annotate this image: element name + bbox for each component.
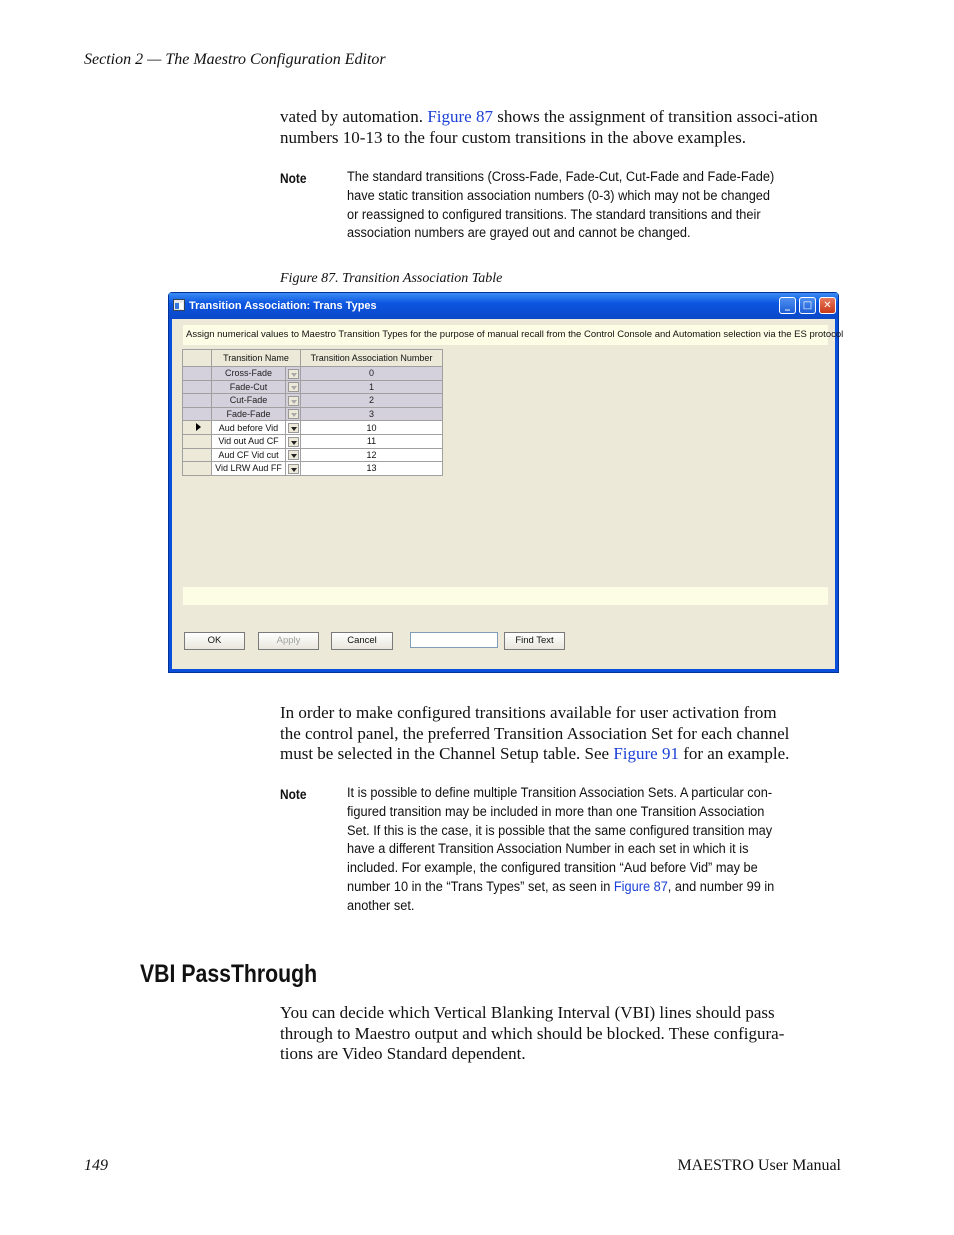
paragraph-line: In order to make configured transitions available for user activation from — [280, 703, 777, 722]
transition-association-window — [168, 292, 844, 673]
status-bar — [183, 587, 828, 605]
apply-button[interactable]: Apply — [258, 632, 319, 650]
intro-text-end: shows the assignment of transition associ-ation numbers 10-13 to the four custom transitions in the above examples. — [280, 107, 818, 147]
grid-header-row — [183, 350, 443, 367]
channel-setup-paragraph — [280, 703, 845, 765]
info-message: Assign numerical values to Maestro Transition Types for the purpose of manual recall from the Control Console and Automation selection via the ES protocol — [183, 325, 828, 345]
note-line: Set. If this is the case, it is possible that the same configured transition may — [347, 822, 773, 839]
note-line: association numbers are grayed out and cannot be changed. — [347, 225, 691, 242]
dropdown-cell — [286, 367, 301, 381]
transition-name-cell[interactable]: Aud CF Vid cut — [212, 448, 286, 462]
association-number-cell[interactable]: 10 — [301, 421, 443, 435]
figure-87-link[interactable]: Figure 87 — [613, 878, 668, 895]
note-line: It is possible to define multiple Transition Association Sets. A particular con- — [347, 785, 773, 801]
association-number-cell[interactable]: 11 — [301, 434, 443, 448]
section-heading: VBI PassThrough — [140, 960, 318, 988]
transition-name-cell[interactable]: Aud before Vid — [212, 421, 286, 435]
paragraph-line: You can decide which Vertical Blanking Interval (VBI) lines should pass — [280, 1003, 775, 1022]
paragraph-line: the control panel, the preferred Transition Association Set for each channel — [280, 723, 790, 743]
app-icon — [173, 299, 185, 311]
intro-text-start: vated by automation. — [280, 107, 428, 126]
association-number-cell: 3 — [301, 407, 443, 421]
transition-name-cell: Fade-Fade — [212, 407, 286, 421]
row-header — [183, 394, 212, 408]
note-line: figured transition may be included in more than one Transition Association — [347, 803, 765, 820]
chevron-down-icon[interactable] — [288, 450, 299, 460]
intro-paragraph — [280, 107, 845, 148]
figure-91-link[interactable]: Figure 91 — [613, 744, 679, 763]
row-header[interactable] — [183, 462, 212, 476]
current-row-pointer[interactable] — [183, 421, 212, 435]
window-titlebar[interactable] — [169, 293, 838, 319]
chevron-down-icon[interactable] — [288, 464, 299, 474]
note-label: Note — [280, 170, 307, 186]
chevron-down-icon — [288, 396, 299, 406]
dropdown-cell[interactable] — [286, 462, 301, 476]
row-header — [183, 367, 212, 381]
note-label: Note — [280, 786, 307, 802]
table-row[interactable] — [183, 421, 443, 435]
table-row — [183, 380, 443, 394]
figure-87-link[interactable]: Figure 87 — [427, 107, 493, 126]
chevron-down-icon[interactable] — [288, 423, 299, 433]
paragraph-line: tions are Video Standard dependent. — [280, 1044, 526, 1063]
transition-name-cell[interactable]: Vid out Aud CF — [212, 434, 286, 448]
figure-caption: Figure 87. Transition Association Table — [280, 271, 503, 286]
row-header — [183, 380, 212, 394]
transition-name-cell: Cross-Fade — [212, 367, 286, 381]
column-header-transition-name[interactable]: Transition Name — [212, 350, 301, 367]
chevron-down-icon — [288, 382, 299, 392]
association-number-cell: 1 — [301, 380, 443, 394]
running-header: Section 2 — The Maestro Configuration Editor — [84, 51, 386, 68]
row-header[interactable] — [183, 448, 212, 462]
table-row[interactable] — [183, 434, 443, 448]
note-line: The standard transitions (Cross-Fade, Fade-Cut, Cut-Fade and Fade-Fade) — [347, 169, 775, 185]
paragraph-text: for an example. — [678, 744, 790, 763]
note-association-sets — [347, 784, 827, 916]
paragraph-line: through to Maestro output and which should be blocked. These configura- — [280, 1023, 785, 1043]
close-button[interactable] — [819, 297, 836, 314]
minimize-icon: _ — [785, 300, 790, 311]
paragraph-line — [280, 744, 845, 765]
manual-title: MAESTRO User Manual — [677, 1157, 841, 1174]
maximize-icon: □ — [802, 300, 813, 311]
dialog-client-area — [172, 319, 844, 669]
table-row — [183, 407, 443, 421]
dropdown-cell[interactable] — [286, 421, 301, 435]
note-line: included. For example, the configured transition “Aud before Vid” may be — [347, 860, 758, 877]
column-header-association-number[interactable]: Transition Association Number — [301, 350, 443, 367]
note-line — [347, 878, 827, 897]
window-title: Transition Association: Trans Types — [189, 300, 377, 312]
note-text: , and number 99 in — [667, 878, 775, 895]
close-icon: ✕ — [823, 300, 832, 311]
find-text-button[interactable]: Find Text — [504, 632, 565, 650]
association-number-cell[interactable]: 12 — [301, 448, 443, 462]
dropdown-cell — [286, 394, 301, 408]
find-text-input[interactable] — [410, 632, 498, 648]
row-header-corner — [183, 350, 212, 367]
dropdown-cell[interactable] — [286, 434, 301, 448]
minimize-button[interactable] — [779, 297, 796, 314]
association-number-cell[interactable]: 13 — [301, 462, 443, 476]
vbi-paragraph — [280, 1003, 845, 1065]
transition-association-grid — [182, 349, 443, 476]
association-number-cell: 0 — [301, 367, 443, 381]
transition-name-cell: Cut-Fade — [212, 394, 286, 408]
paragraph-text: must be selected in the Channel Setup table. See — [280, 744, 614, 763]
chevron-down-icon — [288, 369, 299, 379]
maximize-button[interactable] — [799, 297, 816, 314]
chevron-down-icon — [288, 409, 299, 419]
table-row[interactable] — [183, 448, 443, 462]
chevron-down-icon[interactable] — [288, 437, 299, 447]
page-number: 149 — [84, 1157, 108, 1174]
table-row — [183, 367, 443, 381]
row-header[interactable] — [183, 434, 212, 448]
dropdown-cell — [286, 407, 301, 421]
dropdown-cell[interactable] — [286, 448, 301, 462]
row-header — [183, 407, 212, 421]
note-line: have a different Transition Association Number in each set in which it is — [347, 841, 749, 858]
note-line: have static transition association numbers (0-3) which may not be changed — [347, 187, 771, 204]
note-line: or reassigned to configured transitions. The standard transitions and their — [347, 206, 761, 223]
dropdown-cell — [286, 380, 301, 394]
transition-name-cell: Fade-Cut — [212, 380, 286, 394]
cancel-button[interactable]: Cancel — [331, 632, 393, 650]
note-text: number 10 in the “Trans Types” set, as seen in — [347, 878, 614, 895]
note-line: another set. — [347, 897, 415, 914]
transition-name-cell[interactable]: Vid LRW Aud FF — [212, 462, 286, 476]
note-standard-transitions — [347, 168, 827, 243]
table-row — [183, 394, 443, 408]
ok-button[interactable]: OK — [184, 632, 245, 650]
association-number-cell: 2 — [301, 394, 443, 408]
table-row[interactable] — [183, 462, 443, 476]
